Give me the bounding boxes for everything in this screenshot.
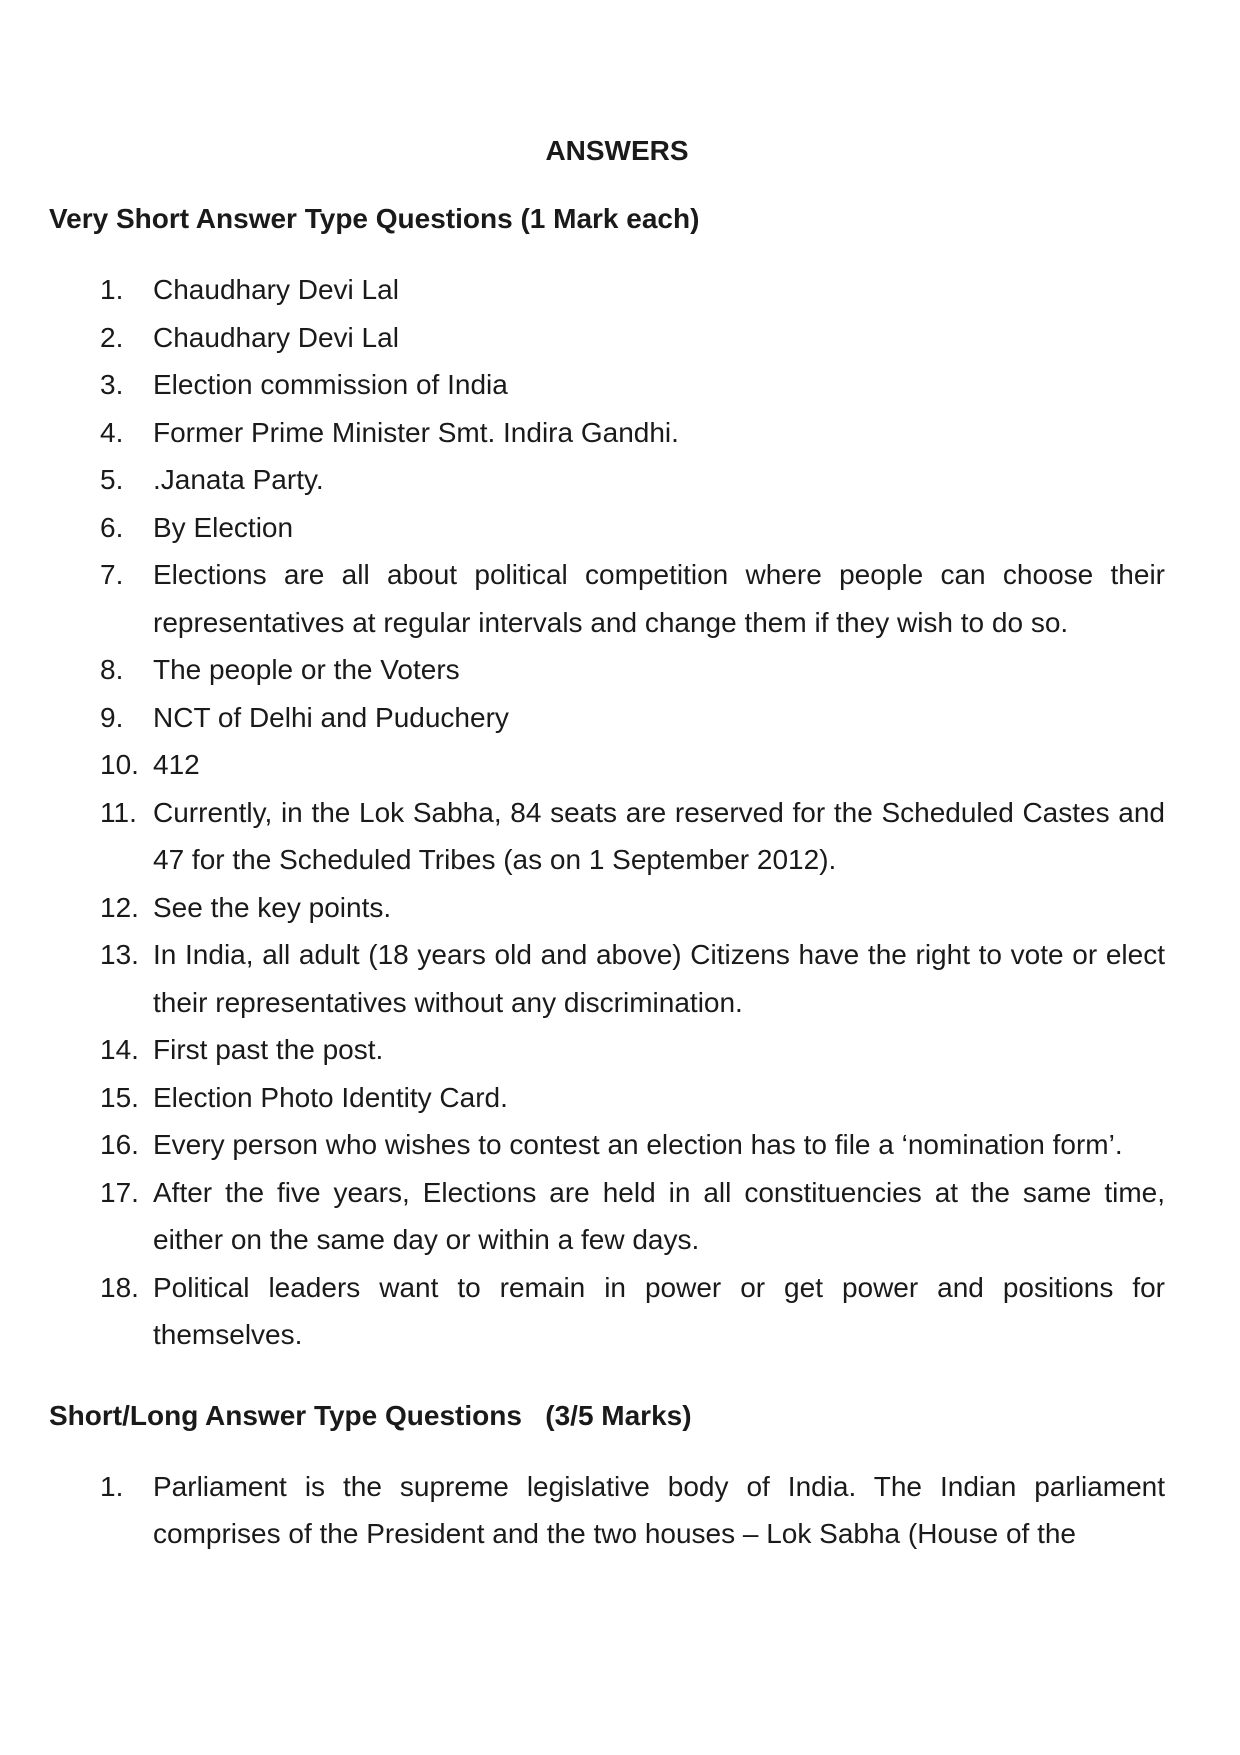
- item-text: See the key points.: [153, 891, 392, 923]
- item-number: 10.: [100, 749, 139, 780]
- list-item: [49, 646, 1165, 694]
- item-number: 1.: [100, 1470, 124, 1502]
- document-title: ANSWERS: [545, 135, 689, 166]
- very-short-answers-list: [49, 266, 1165, 1359]
- section-heading-short-long: Short/Long Answer Type Questions (3/5 Marks): [49, 1399, 692, 1431]
- list-item: [49, 884, 1165, 932]
- list-item: [49, 361, 1165, 409]
- item-number: 11.: [100, 796, 137, 828]
- item-number: 9.: [100, 701, 124, 733]
- item-text: NCT of Delhi and Puduchery: [153, 701, 509, 733]
- item-number: 13.: [100, 939, 139, 970]
- item-number: 15.: [100, 1081, 139, 1113]
- item-text: Every person who wishes to contest an election has to file a ‘nomination form’.: [153, 1129, 1123, 1160]
- item-number: 3.: [100, 369, 124, 400]
- list-item: [49, 266, 1165, 314]
- item-text: Election commission of India: [153, 369, 508, 400]
- item-number: 1.: [100, 274, 124, 305]
- item-number: 4.: [100, 416, 124, 448]
- item-text: In India, all adult (18 years old and above) Citizens have the right to vote or elect their representatives without any discrimination.: [153, 939, 1165, 1018]
- list-item: [49, 789, 1165, 884]
- list-item: [49, 694, 1165, 742]
- list-item: [49, 314, 1165, 362]
- item-text: Former Prime Minister Smt. Indira Gandhi.: [153, 416, 679, 448]
- item-number: 16.: [100, 1129, 139, 1160]
- item-number: 7.: [100, 559, 124, 590]
- list-item: [49, 1169, 1165, 1264]
- item-text: Election Photo Identity Card.: [153, 1081, 508, 1113]
- list-item: [49, 1026, 1165, 1074]
- item-text: Elections are all about political competition where people can choose their representatives at regular intervals and change them if they wish to do so.: [153, 559, 1165, 638]
- list-item: [49, 931, 1165, 1026]
- short-long-answers-list: [49, 1463, 1165, 1558]
- item-text: Chaudhary Devi Lal: [153, 274, 399, 305]
- item-text: 412: [153, 749, 200, 780]
- item-number: 2.: [100, 321, 124, 353]
- item-number: 8.: [100, 654, 124, 685]
- list-item: [49, 504, 1165, 552]
- item-text: Parliament is the supreme legislative body of India. The Indian parliament comprises of the President and the two houses – Lok Sabha (House of the: [153, 1470, 1165, 1549]
- item-number: 14.: [100, 1034, 139, 1065]
- list-item: [49, 456, 1165, 504]
- item-text: Currently, in the Lok Sabha, 84 seats are reserved for the Scheduled Castes and 47 for the Scheduled Tribes (as on 1 September 2012).: [153, 796, 1165, 875]
- item-text: By Election: [153, 511, 294, 543]
- item-number: 6.: [100, 511, 124, 543]
- item-number: 12.: [100, 891, 139, 923]
- list-item: [49, 1121, 1165, 1169]
- item-text: The people or the Voters: [153, 654, 460, 685]
- list-item: [49, 741, 1165, 789]
- list-item: [49, 1074, 1165, 1122]
- item-number: 18.: [100, 1271, 139, 1303]
- list-item: [49, 1463, 1165, 1558]
- item-text: After the five years, Elections are held in all constituencies at the same time, either on the same day or within a few days.: [153, 1176, 1165, 1255]
- list-item: [49, 551, 1165, 646]
- item-number: 17.: [100, 1176, 139, 1208]
- item-text: Political leaders want to remain in power or get power and positions for themselves.: [153, 1271, 1165, 1350]
- item-number: 5.: [100, 464, 124, 495]
- list-item: [49, 1264, 1165, 1359]
- section-heading-very-short: Very Short Answer Type Questions (1 Mark each): [49, 203, 700, 234]
- list-item: [49, 409, 1165, 457]
- item-text: .Janata Party.: [153, 464, 324, 495]
- item-text: Chaudhary Devi Lal: [153, 321, 399, 353]
- item-text: First past the post.: [153, 1034, 384, 1065]
